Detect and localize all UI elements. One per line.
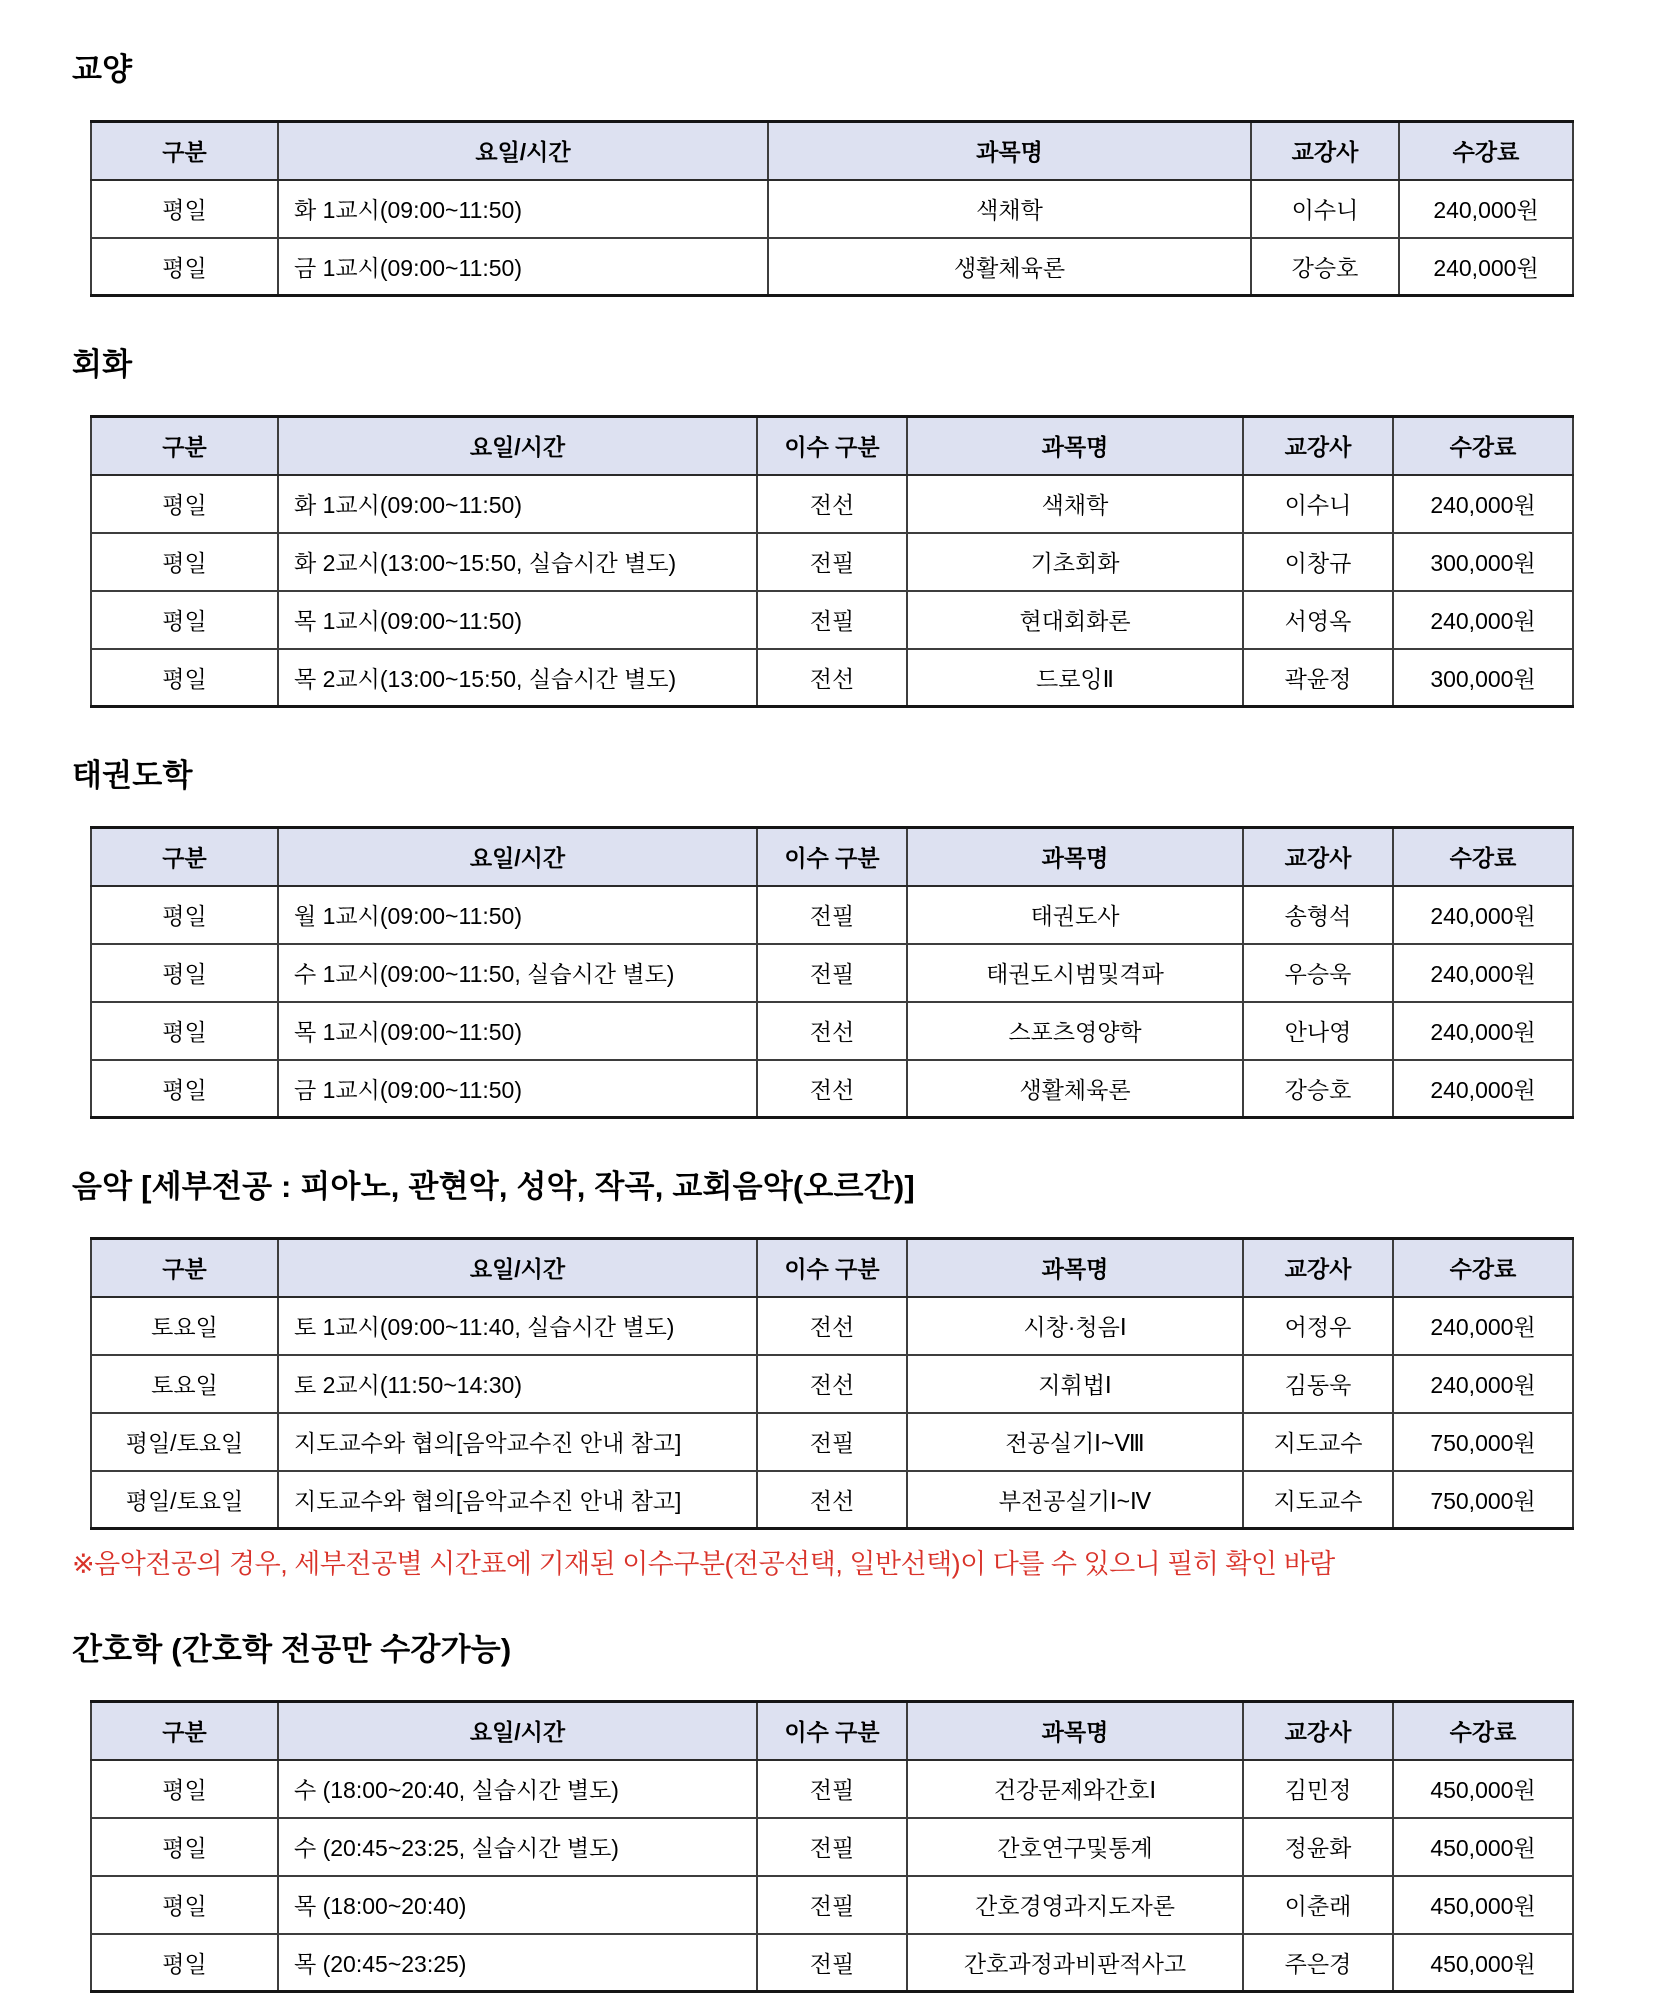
table-cell: 평일 [91, 180, 278, 238]
table-cell: 토 2교시(11:50~14:30) [278, 1355, 757, 1413]
table-row [91, 1934, 1573, 1992]
column-header: 구분 [91, 417, 278, 475]
column-header: 구분 [91, 1702, 278, 1760]
music-warning-note: ※음악전공의 경우, 세부전공별 시간표에 기재된 이수구분(전공선택, 일반선택)이 다를 수 있으니 필히 확인 바람 [72, 1549, 1335, 1579]
table-cell: 전선 [757, 1060, 907, 1118]
table-cell: 지휘법Ⅰ [907, 1355, 1243, 1413]
table-cell: 평일 [91, 238, 278, 296]
table-cell: 전필 [757, 591, 907, 649]
column-header: 이수 구분 [757, 828, 907, 886]
table-cell: 전선 [757, 1297, 907, 1355]
table-cell: 전필 [757, 1760, 907, 1818]
column-header: 이수 구분 [757, 417, 907, 475]
table-cell: 240,000원 [1393, 1355, 1573, 1413]
table-cell: 서영옥 [1243, 591, 1393, 649]
table-row [91, 1876, 1573, 1934]
table-cell: 평일 [91, 1760, 278, 1818]
table-cell: 강승호 [1243, 1060, 1393, 1118]
table-cell: 전필 [757, 886, 907, 944]
table-cell: 스포츠영양학 [907, 1002, 1243, 1060]
table-cell: 평일 [91, 1934, 278, 1992]
column-header: 요일/시간 [278, 828, 757, 886]
table-cell: 240,000원 [1393, 886, 1573, 944]
course-table-taekwondo [90, 826, 1574, 1119]
section-nursing [72, 1630, 1573, 1993]
table-cell: 240,000원 [1393, 1002, 1573, 1060]
table-cell: 전선 [757, 1002, 907, 1060]
table-cell: 240,000원 [1399, 180, 1573, 238]
table-cell: 전필 [757, 1934, 907, 1992]
table-cell: 평일/토요일 [91, 1471, 278, 1529]
column-header: 수강료 [1393, 1702, 1573, 1760]
column-header: 수강료 [1393, 1239, 1573, 1297]
table-row [91, 649, 1573, 707]
section-title-hoehwa: 회화 [72, 347, 133, 382]
table-row [91, 591, 1573, 649]
column-header: 과목명 [768, 122, 1251, 180]
table-header-row [91, 417, 1573, 475]
table-cell: 색채학 [907, 475, 1243, 533]
section-taekwondo [72, 756, 1573, 1119]
table-cell: 이창규 [1243, 533, 1393, 591]
table-cell: 240,000원 [1393, 591, 1573, 649]
table-cell: 화 1교시(09:00~11:50) [278, 475, 757, 533]
table-cell: 드로잉Ⅱ [907, 649, 1243, 707]
table-cell: 전필 [757, 1876, 907, 1934]
table-cell: 240,000원 [1393, 1060, 1573, 1118]
table-cell: 평일 [91, 475, 278, 533]
section-title-taekwondo: 태권도학 [72, 758, 193, 793]
table-cell: 450,000원 [1393, 1818, 1573, 1876]
column-header: 교강사 [1243, 1702, 1393, 1760]
table-cell: 색채학 [768, 180, 1251, 238]
table-cell: 전공실기Ⅰ~Ⅷ [907, 1413, 1243, 1471]
table-cell: 송형석 [1243, 886, 1393, 944]
column-header: 과목명 [907, 1702, 1243, 1760]
table-cell: 건강문제와간호Ⅰ [907, 1760, 1243, 1818]
table-cell: 목 1교시(09:00~11:50) [278, 591, 757, 649]
column-header: 요일/시간 [278, 417, 757, 475]
table-cell: 강승호 [1251, 238, 1399, 296]
table-cell: 현대회화론 [907, 591, 1243, 649]
table-row [91, 1002, 1573, 1060]
table-cell: 지도교수 [1243, 1413, 1393, 1471]
column-header: 구분 [91, 122, 278, 180]
table-cell: 평일 [91, 1060, 278, 1118]
table-cell: 전필 [757, 944, 907, 1002]
table-cell: 전선 [757, 1471, 907, 1529]
table-cell: 지도교수와 협의[음악교수진 안내 참고] [278, 1471, 757, 1529]
table-cell: 750,000원 [1393, 1413, 1573, 1471]
table-cell: 전필 [757, 1413, 907, 1471]
table-cell: 240,000원 [1393, 1297, 1573, 1355]
table-row [91, 1413, 1573, 1471]
table-cell: 시창·청음Ⅰ [907, 1297, 1243, 1355]
table-cell: 곽윤정 [1243, 649, 1393, 707]
column-header: 과목명 [907, 1239, 1243, 1297]
table-cell: 300,000원 [1393, 649, 1573, 707]
table-row [91, 475, 1573, 533]
table-cell: 수 (20:45~23:25, 실습시간 별도) [278, 1818, 757, 1876]
table-row [91, 238, 1573, 296]
table-cell: 목 2교시(13:00~15:50, 실습시간 별도) [278, 649, 757, 707]
table-cell: 간호경영과지도자론 [907, 1876, 1243, 1934]
course-table-music [90, 1237, 1574, 1530]
table-row [91, 1818, 1573, 1876]
column-header: 요일/시간 [278, 122, 768, 180]
table-cell: 간호연구및통계 [907, 1818, 1243, 1876]
table-cell: 토요일 [91, 1297, 278, 1355]
table-header-row [91, 122, 1573, 180]
course-table-gyoyang [90, 120, 1574, 297]
table-cell: 평일 [91, 944, 278, 1002]
table-cell: 토요일 [91, 1355, 278, 1413]
table-cell: 어정우 [1243, 1297, 1393, 1355]
table-cell: 기초회화 [907, 533, 1243, 591]
table-row [91, 1060, 1573, 1118]
table-cell: 750,000원 [1393, 1471, 1573, 1529]
table-cell: 김동욱 [1243, 1355, 1393, 1413]
table-cell: 태권도사 [907, 886, 1243, 944]
table-cell: 이수니 [1243, 475, 1393, 533]
table-cell: 김민정 [1243, 1760, 1393, 1818]
column-header: 요일/시간 [278, 1702, 757, 1760]
table-header-row [91, 828, 1573, 886]
table-cell: 주은경 [1243, 1934, 1393, 1992]
section-gyoyang [72, 50, 1573, 297]
table-cell: 목 1교시(09:00~11:50) [278, 1002, 757, 1060]
table-cell: 수 1교시(09:00~11:50, 실습시간 별도) [278, 944, 757, 1002]
table-row [91, 533, 1573, 591]
table-cell: 목 (20:45~23:25) [278, 1934, 757, 1992]
column-header: 요일/시간 [278, 1239, 757, 1297]
sections-container [72, 50, 1573, 1993]
column-header: 수강료 [1393, 828, 1573, 886]
table-header-row [91, 1702, 1573, 1760]
column-header: 교강사 [1243, 417, 1393, 475]
table-cell: 간호과정과비판적사고 [907, 1934, 1243, 1992]
section-title-nursing: 간호학 (간호학 전공만 수강가능) [72, 1632, 512, 1667]
table-cell: 태권도시범및격파 [907, 944, 1243, 1002]
table-cell: 금 1교시(09:00~11:50) [278, 1060, 757, 1118]
column-header: 과목명 [907, 828, 1243, 886]
table-cell: 지도교수와 협의[음악교수진 안내 참고] [278, 1413, 757, 1471]
column-header: 교강사 [1243, 828, 1393, 886]
column-header: 수강료 [1399, 122, 1573, 180]
table-cell: 생활체육론 [768, 238, 1251, 296]
table-cell: 450,000원 [1393, 1876, 1573, 1934]
table-cell: 평일 [91, 1818, 278, 1876]
table-cell: 240,000원 [1393, 944, 1573, 1002]
table-cell: 전필 [757, 533, 907, 591]
section-music [72, 1167, 1573, 1582]
table-cell: 정윤화 [1243, 1818, 1393, 1876]
table-cell: 평일/토요일 [91, 1413, 278, 1471]
table-row [91, 1297, 1573, 1355]
table-row [91, 886, 1573, 944]
course-table-hoehwa [90, 415, 1574, 708]
table-cell: 평일 [91, 649, 278, 707]
table-cell: 월 1교시(09:00~11:50) [278, 886, 757, 944]
column-header: 교강사 [1243, 1239, 1393, 1297]
section-title-music: 음악 [세부전공 : 피아노, 관현악, 성악, 작곡, 교회음악(오르간)] [72, 1169, 915, 1204]
table-cell: 생활체육론 [907, 1060, 1243, 1118]
column-header: 구분 [91, 828, 278, 886]
column-header: 이수 구분 [757, 1702, 907, 1760]
column-header: 구분 [91, 1239, 278, 1297]
table-cell: 안나영 [1243, 1002, 1393, 1060]
table-cell: 평일 [91, 533, 278, 591]
table-row [91, 1760, 1573, 1818]
column-header: 과목명 [907, 417, 1243, 475]
table-header-row [91, 1239, 1573, 1297]
table-row [91, 1471, 1573, 1529]
table-cell: 부전공실기Ⅰ~Ⅳ [907, 1471, 1243, 1529]
table-cell: 전선 [757, 1355, 907, 1413]
table-cell: 전선 [757, 475, 907, 533]
course-table-nursing [90, 1700, 1574, 1993]
table-cell: 평일 [91, 886, 278, 944]
table-cell: 지도교수 [1243, 1471, 1393, 1529]
column-header: 교강사 [1251, 122, 1399, 180]
table-cell: 240,000원 [1393, 475, 1573, 533]
column-header: 이수 구분 [757, 1239, 907, 1297]
table-cell: 화 1교시(09:00~11:50) [278, 180, 768, 238]
table-cell: 전선 [757, 649, 907, 707]
table-cell: 450,000원 [1393, 1934, 1573, 1992]
section-hoehwa [72, 345, 1573, 708]
table-cell: 금 1교시(09:00~11:50) [278, 238, 768, 296]
table-cell: 이수니 [1251, 180, 1399, 238]
table-cell: 토 1교시(09:00~11:40, 실습시간 별도) [278, 1297, 757, 1355]
table-cell: 전필 [757, 1818, 907, 1876]
table-cell: 300,000원 [1393, 533, 1573, 591]
table-cell: 450,000원 [1393, 1760, 1573, 1818]
table-cell: 240,000원 [1399, 238, 1573, 296]
table-cell: 수 (18:00~20:40, 실습시간 별도) [278, 1760, 757, 1818]
table-cell: 이춘래 [1243, 1876, 1393, 1934]
section-title-gyoyang: 교양 [72, 52, 133, 87]
table-row [91, 180, 1573, 238]
table-cell: 평일 [91, 1002, 278, 1060]
table-row [91, 1355, 1573, 1413]
table-cell: 목 (18:00~20:40) [278, 1876, 757, 1934]
table-cell: 평일 [91, 1876, 278, 1934]
column-header: 수강료 [1393, 417, 1573, 475]
table-row [91, 944, 1573, 1002]
table-cell: 우승욱 [1243, 944, 1393, 1002]
table-cell: 화 2교시(13:00~15:50, 실습시간 별도) [278, 533, 757, 591]
table-cell: 평일 [91, 591, 278, 649]
